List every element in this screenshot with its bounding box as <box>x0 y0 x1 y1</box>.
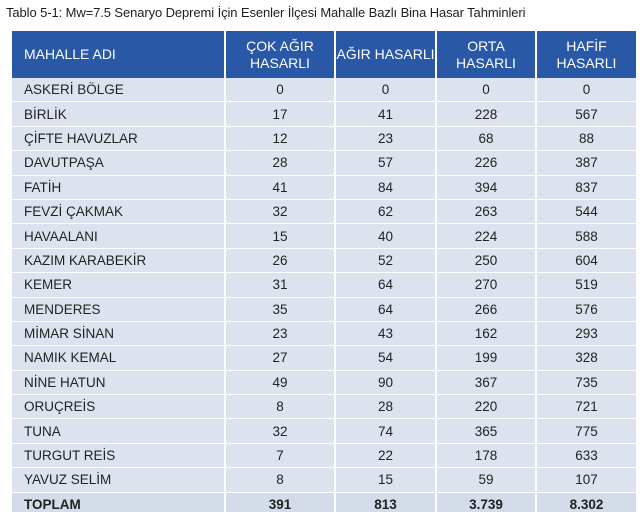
cell-neighborhood: ASKERİ BÖLGE <box>12 78 225 102</box>
cell-moderate: 68 <box>436 126 536 150</box>
cell-neighborhood: MİMAR SİNAN <box>12 321 225 345</box>
total-light: 8.302 <box>536 492 636 512</box>
cell-moderate: 59 <box>436 468 536 492</box>
table-row <box>12 468 636 492</box>
cell-heavy: 57 <box>335 151 436 175</box>
cell-very-heavy: 32 <box>225 419 335 443</box>
cell-moderate: 199 <box>436 346 536 370</box>
table-header <box>12 31 636 78</box>
cell-heavy: 90 <box>335 370 436 394</box>
cell-light: 0 <box>536 78 636 102</box>
cell-very-heavy: 7 <box>225 443 335 467</box>
cell-neighborhood: KEMER <box>12 273 225 297</box>
table-row <box>12 78 636 102</box>
cell-very-heavy: 32 <box>225 199 335 223</box>
total-moderate: 3.739 <box>436 492 536 512</box>
cell-heavy: 62 <box>335 199 436 223</box>
cell-neighborhood: KAZIM KARABEKİR <box>12 248 225 272</box>
cell-very-heavy: 35 <box>225 297 335 321</box>
cell-light: 567 <box>536 102 636 126</box>
total-very-heavy: 391 <box>225 492 335 512</box>
cell-moderate: 224 <box>436 224 536 248</box>
cell-very-heavy: 17 <box>225 102 335 126</box>
header-neighborhood-name: MAHALLE ADI <box>12 31 225 78</box>
cell-very-heavy: 26 <box>225 248 335 272</box>
table-row <box>12 151 636 175</box>
total-heavy: 813 <box>335 492 436 512</box>
cell-heavy: 43 <box>335 321 436 345</box>
cell-moderate: 178 <box>436 443 536 467</box>
cell-moderate: 367 <box>436 370 536 394</box>
table-row <box>12 419 636 443</box>
header-heavy-damage: AĞIR HASARLI <box>335 31 436 78</box>
cell-moderate: 250 <box>436 248 536 272</box>
cell-light: 633 <box>536 443 636 467</box>
cell-neighborhood: YAVUZ SELİM <box>12 468 225 492</box>
cell-light: 88 <box>536 126 636 150</box>
cell-moderate: 0 <box>436 78 536 102</box>
cell-heavy: 54 <box>335 346 436 370</box>
cell-very-heavy: 28 <box>225 151 335 175</box>
cell-neighborhood: TUNA <box>12 419 225 443</box>
cell-heavy: 40 <box>335 224 436 248</box>
table-caption: Tablo 5-1: Mw=7.5 Senaryo Depremi İçin Esenler İlçesi Mahalle Bazlı Bina Hasar Tahminleri <box>6 5 526 20</box>
cell-neighborhood: NİNE HATUN <box>12 370 225 394</box>
cell-light: 775 <box>536 419 636 443</box>
cell-light: 519 <box>536 273 636 297</box>
cell-very-heavy: 41 <box>225 175 335 199</box>
header-row <box>12 31 636 78</box>
cell-very-heavy: 8 <box>225 468 335 492</box>
table-row <box>12 248 636 272</box>
table-row <box>12 224 636 248</box>
table-row <box>12 126 636 150</box>
cell-light: 604 <box>536 248 636 272</box>
cell-neighborhood: TURGUT REİS <box>12 443 225 467</box>
cell-light: 735 <box>536 370 636 394</box>
cell-moderate: 270 <box>436 273 536 297</box>
cell-moderate: 394 <box>436 175 536 199</box>
cell-neighborhood: DAVUTPAŞA <box>12 151 225 175</box>
cell-very-heavy: 31 <box>225 273 335 297</box>
cell-neighborhood: NAMIK KEMAL <box>12 346 225 370</box>
cell-light: 544 <box>536 199 636 223</box>
cell-very-heavy: 15 <box>225 224 335 248</box>
cell-very-heavy: 23 <box>225 321 335 345</box>
cell-neighborhood: HAVAALANI <box>12 224 225 248</box>
cell-very-heavy: 27 <box>225 346 335 370</box>
cell-heavy: 28 <box>335 395 436 419</box>
table-row <box>12 175 636 199</box>
cell-moderate: 266 <box>436 297 536 321</box>
table-row <box>12 102 636 126</box>
cell-heavy: 52 <box>335 248 436 272</box>
cell-heavy: 41 <box>335 102 436 126</box>
table-row <box>12 297 636 321</box>
cell-neighborhood: ÇİFTE HAVUZLAR <box>12 126 225 150</box>
cell-neighborhood: MENDERES <box>12 297 225 321</box>
header-light-damage: HAFİF HASARLI <box>536 31 636 78</box>
cell-light: 588 <box>536 224 636 248</box>
cell-moderate: 226 <box>436 151 536 175</box>
cell-very-heavy: 8 <box>225 395 335 419</box>
cell-neighborhood: BİRLİK <box>12 102 225 126</box>
cell-heavy: 84 <box>335 175 436 199</box>
cell-moderate: 162 <box>436 321 536 345</box>
total-row <box>12 492 636 512</box>
cell-light: 837 <box>536 175 636 199</box>
table-row <box>12 443 636 467</box>
cell-moderate: 220 <box>436 395 536 419</box>
cell-heavy: 23 <box>335 126 436 150</box>
cell-light: 293 <box>536 321 636 345</box>
cell-neighborhood: FATİH <box>12 175 225 199</box>
table-row <box>12 199 636 223</box>
damage-estimate-table <box>12 31 636 512</box>
table-body <box>12 78 636 512</box>
cell-heavy: 22 <box>335 443 436 467</box>
cell-very-heavy: 12 <box>225 126 335 150</box>
cell-light: 387 <box>536 151 636 175</box>
cell-light: 328 <box>536 346 636 370</box>
cell-heavy: 0 <box>335 78 436 102</box>
cell-light: 107 <box>536 468 636 492</box>
table-row <box>12 370 636 394</box>
table-row <box>12 321 636 345</box>
cell-moderate: 228 <box>436 102 536 126</box>
total-label: TOPLAM <box>12 492 225 512</box>
table-row <box>12 346 636 370</box>
cell-heavy: 64 <box>335 273 436 297</box>
cell-neighborhood: FEVZİ ÇAKMAK <box>12 199 225 223</box>
cell-very-heavy: 0 <box>225 78 335 102</box>
cell-very-heavy: 49 <box>225 370 335 394</box>
header-moderate-damage: ORTA HASARLI <box>436 31 536 78</box>
cell-heavy: 74 <box>335 419 436 443</box>
cell-moderate: 263 <box>436 199 536 223</box>
cell-moderate: 365 <box>436 419 536 443</box>
table-row <box>12 273 636 297</box>
cell-neighborhood: ORUÇREİS <box>12 395 225 419</box>
cell-light: 721 <box>536 395 636 419</box>
cell-heavy: 15 <box>335 468 436 492</box>
header-very-heavy-damage: ÇOK AĞIR HASARLI <box>225 31 335 78</box>
table-row <box>12 395 636 419</box>
cell-light: 576 <box>536 297 636 321</box>
cell-heavy: 64 <box>335 297 436 321</box>
